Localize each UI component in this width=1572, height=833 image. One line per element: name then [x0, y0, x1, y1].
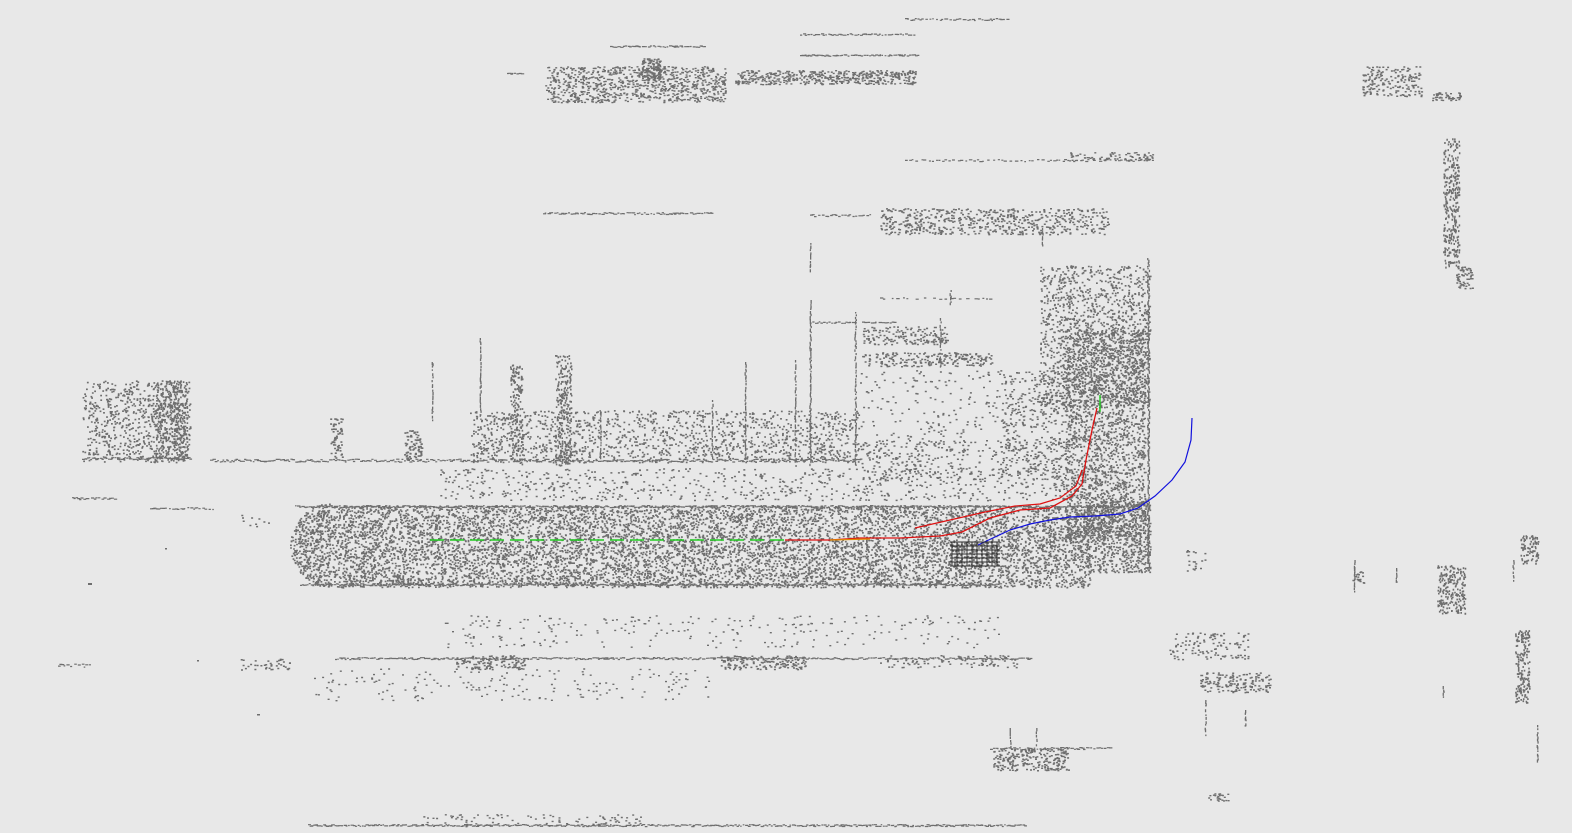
- robot-footprint[interactable]: [950, 542, 1000, 566]
- pointcloud-layer: [58, 18, 1539, 827]
- robot-grid: [950, 542, 1000, 566]
- pointcloud-points: [58, 18, 1539, 827]
